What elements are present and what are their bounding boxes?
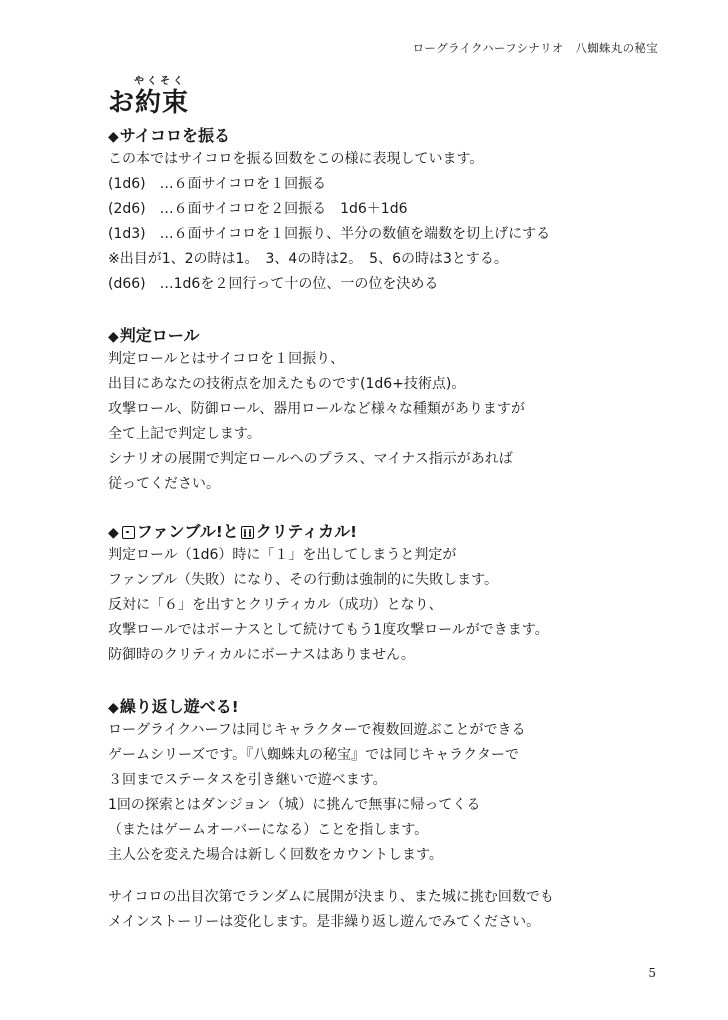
body-line: (1d3) …６面サイコロを１回振り、半分の数値を端数を切上げにする xyxy=(108,226,551,242)
page-title-ruby: やくそく xyxy=(134,76,186,87)
heading-text: 繰り返し遊べる xyxy=(119,697,232,716)
section-dice xyxy=(108,126,628,292)
body-line: ゲームシリーズです。『八蜘蛛丸の秘宝』では同じキャラクターで xyxy=(108,747,519,763)
body-line: 防御時のクリティカルにボーナスはありません。 xyxy=(108,647,415,663)
body-line: ファンブル（失敗）になり、その行動は強制的に失敗します。 xyxy=(108,572,499,588)
heading-fumble-text: ファンブル xyxy=(136,522,216,541)
body-line: ３回までステータスを引き継いで遊べます。 xyxy=(108,772,387,788)
section-fumble-critical xyxy=(108,522,628,663)
body-line: 攻撃ロール、防御ロール、器用ロールなど様々な種類がありますが xyxy=(108,401,525,417)
exclamation-icon: ! xyxy=(231,698,239,716)
page-number: 5 xyxy=(648,966,656,980)
exclamation-icon: ! xyxy=(215,523,223,541)
heading-text: 判定ロール xyxy=(119,326,200,345)
diamond-bullet-icon: ◆ xyxy=(108,525,119,541)
body-line: 判定ロールとはサイコロを１回振り、 xyxy=(108,351,345,367)
body-line: (1d6) …６面サイコロを１回振る xyxy=(108,176,327,192)
body-line: 判定ロール（1d6）時に「１」を出してしまうと判定が xyxy=(108,547,457,563)
body-line: 主人公を変えた場合は新しく回数をカウントします。 xyxy=(108,847,443,863)
body-line: (d66) …1d6を２回行って十の位、一の位を決める xyxy=(108,276,439,292)
body-line: メインストーリーは変化します。是非繰り返し遊んでみてください。 xyxy=(108,914,541,930)
diamond-bullet-icon: ◆ xyxy=(108,700,119,716)
body-line: サイコロの出目次第でランダムに展開が決まり、また城に挑む回数でも xyxy=(108,889,554,905)
die-six-icon xyxy=(241,526,254,539)
section-replay xyxy=(108,697,628,930)
body-line: 従ってください。 xyxy=(108,476,220,492)
section-heading-fumble-critical xyxy=(108,522,628,543)
heading-text: サイコロを振る xyxy=(119,126,231,145)
section-heading-replay xyxy=(108,697,628,718)
body-line: 反対に「６」を出すとクリティカル（成功）となり、 xyxy=(108,597,443,613)
body-line: この本ではサイコロを振る回数をこの様に表現しています。 xyxy=(108,151,484,167)
page-title xyxy=(108,76,189,118)
exclamation-icon: ! xyxy=(350,523,357,541)
heading-and-text: と xyxy=(222,522,239,541)
body-line: 攻撃ロールではボーナスとして続けてもう1度攻撃ロールができます。 xyxy=(108,622,549,638)
heading-critical-text: クリティカル xyxy=(255,522,351,541)
body-line: ローグライクハーフは同じキャラクターで複数回遊ぶことができる xyxy=(108,722,526,738)
body-line: 出目にあなたの技術点を加えたものです(1d6+技術点)。 xyxy=(108,376,466,392)
body-line: シナリオの展開で判定ロールへのプラス、マイナス指示があれば xyxy=(108,451,513,467)
die-one-icon xyxy=(122,526,135,539)
page-title-text: お約束 xyxy=(108,88,190,118)
body-line: 全て上記で判定します。 xyxy=(108,426,261,442)
body-line: 1回の探索とはダンジョン（城）に挑んで無事に帰ってくる xyxy=(108,797,481,813)
section-judgment xyxy=(108,326,628,492)
diamond-bullet-icon: ◆ xyxy=(108,329,119,345)
diamond-bullet-icon: ◆ xyxy=(108,129,119,145)
body-line: ※出目が1、2の時は1。 3、4の時は2。 5、6の時は3とする。 xyxy=(108,251,508,267)
body-line: （またはゲームオーバーになる）ことを指します。 xyxy=(108,822,429,838)
body-line: (2d6) …６面サイコロを２回振る 1d6＋1d6 xyxy=(108,201,408,217)
section-heading-judgment xyxy=(108,326,628,347)
running-header: ローグライクハーフシナリオ 八蜘蛛丸の秘宝 xyxy=(412,41,658,55)
section-heading-dice xyxy=(108,126,628,147)
